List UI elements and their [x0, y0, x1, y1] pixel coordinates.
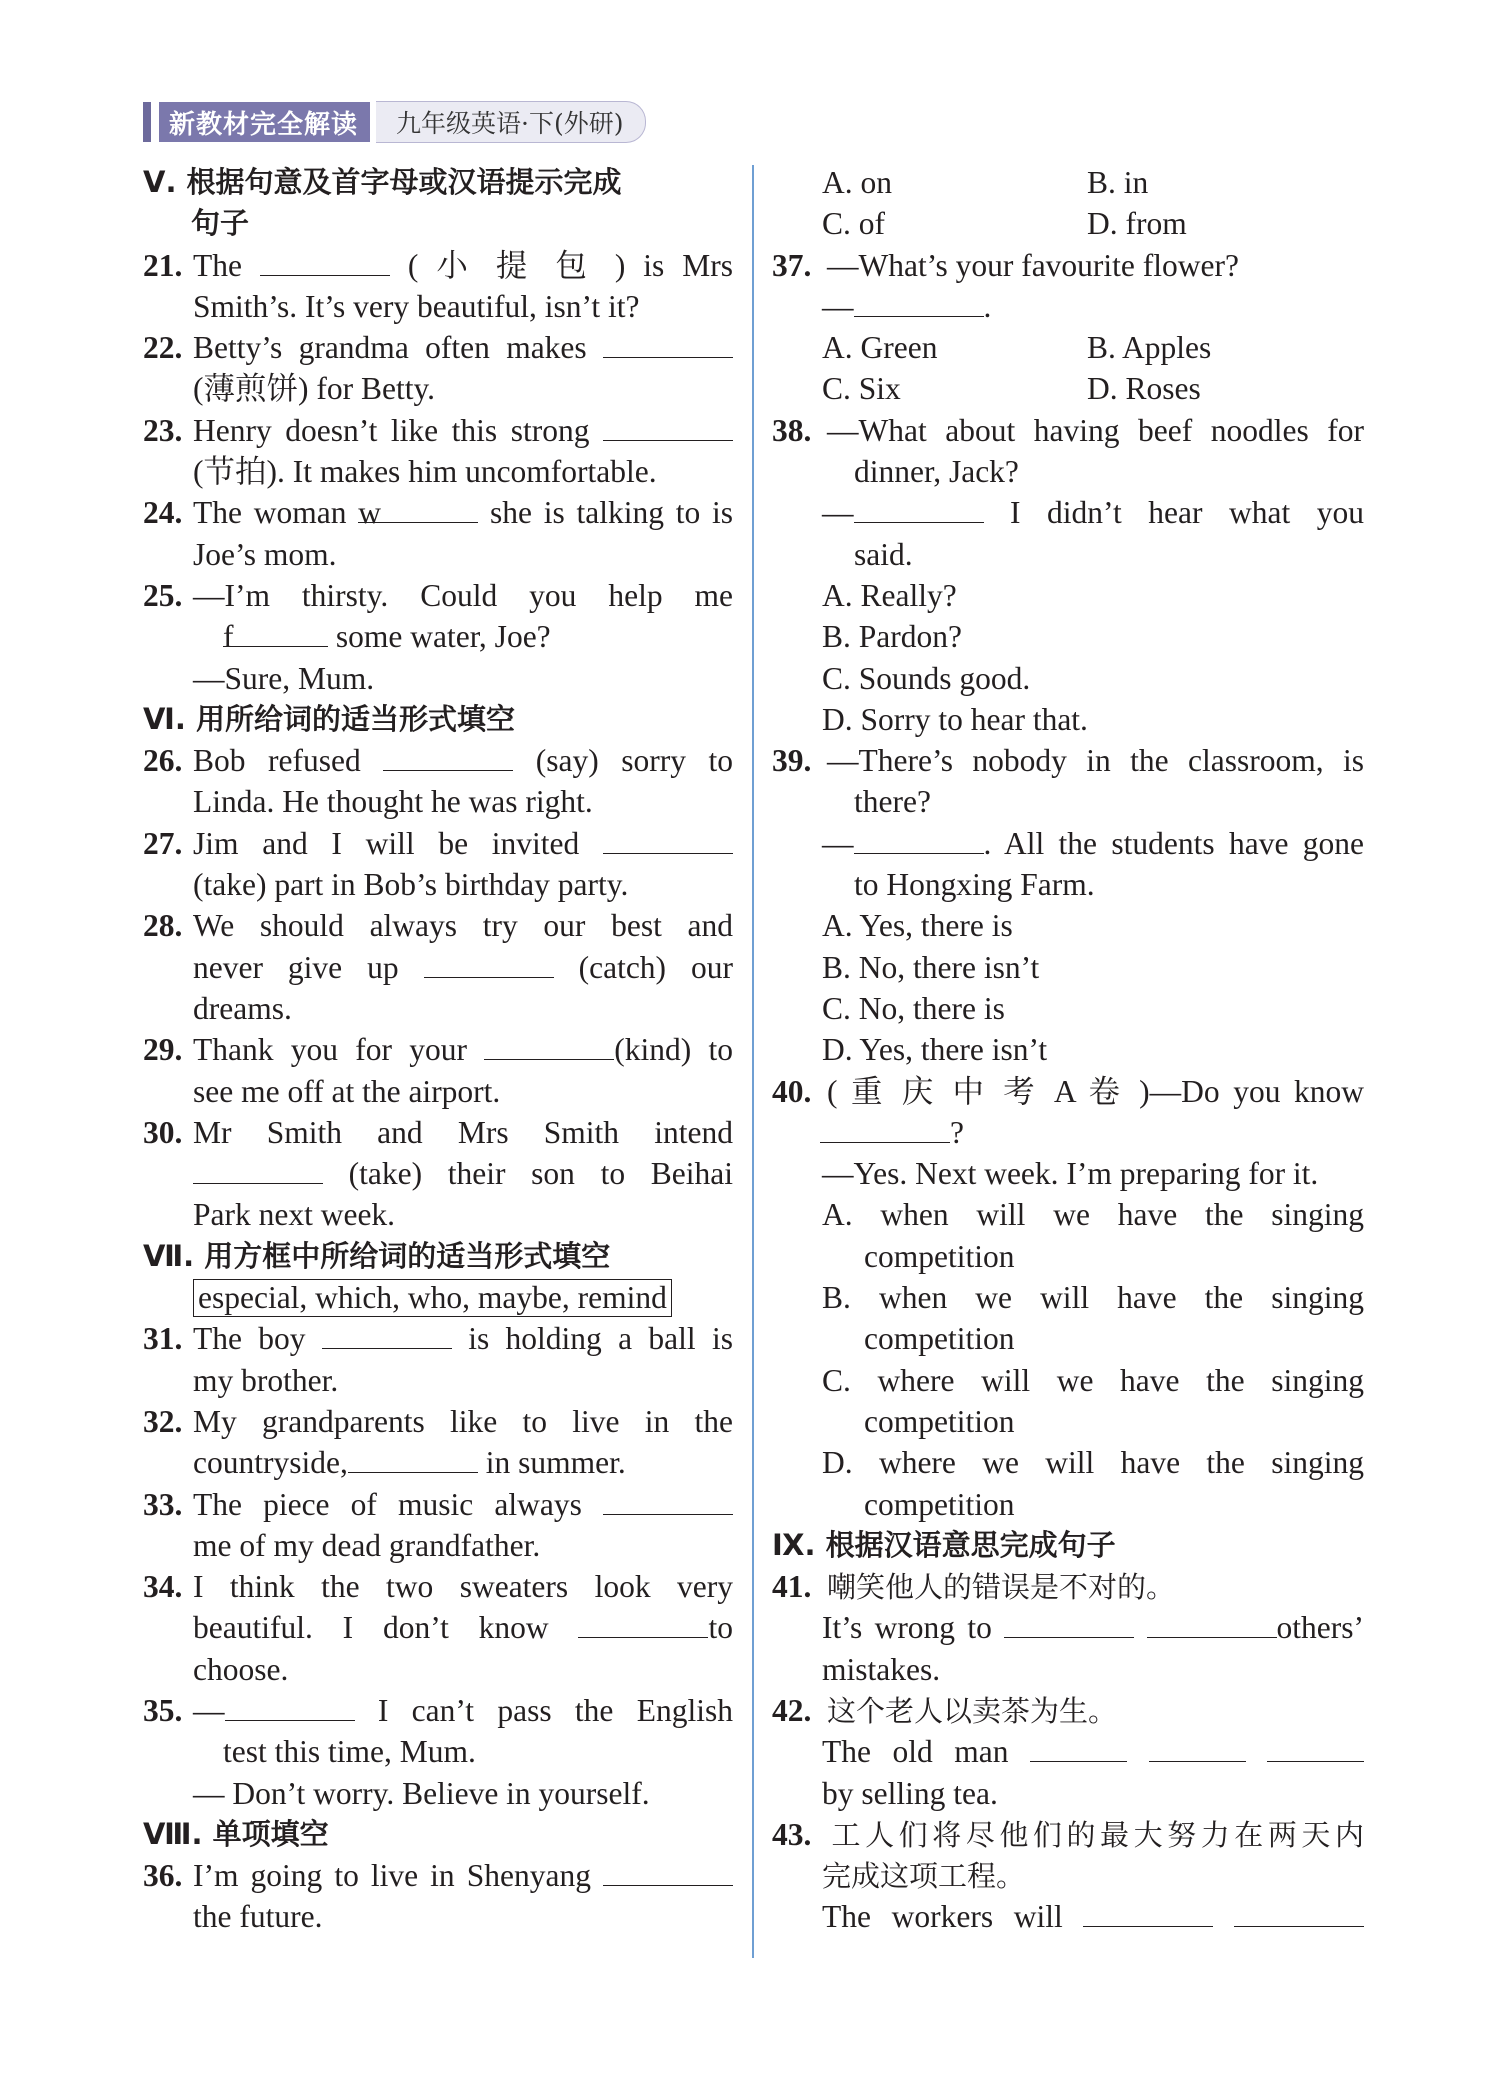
q40-line3: —Yes. Next week. I’m preparing for it.: [822, 1156, 1319, 1192]
answer-blank[interactable]: [322, 1318, 452, 1349]
section-5-title-cont: 句子: [191, 206, 250, 241]
q38-option-d[interactable]: D. Sorry to hear that.: [822, 701, 1088, 737]
q38-option-a[interactable]: A. Really?: [822, 577, 957, 613]
q40-line2: ?: [772, 1112, 1364, 1153]
answer-blank[interactable]: [820, 1112, 950, 1143]
q43-line1: 43. 工人们将尽他们的最大努力在两天内: [772, 1816, 1364, 1852]
header-accent-bar: [143, 102, 151, 142]
q35-line2: test this time, Mum.: [223, 1734, 476, 1770]
answer-blank[interactable]: [1083, 1896, 1213, 1927]
q23-line1: 23. Henry doesn’t like this strong: [143, 410, 733, 451]
option-d[interactable]: D. from: [1087, 206, 1187, 242]
section-7-wordbox-line: [143, 1277, 733, 1318]
answer-blank[interactable]: [484, 1029, 614, 1060]
q42-line1: 42. 这个老人以卖茶为生。: [772, 1692, 1118, 1728]
q35-line3: — Don’t worry. Believe in yourself.: [193, 1775, 650, 1811]
option-c[interactable]: C. Six: [822, 371, 901, 407]
q37-line1: 37. —What’s your favourite flower?: [772, 247, 1239, 283]
q37-options-row1: [772, 327, 1364, 368]
answer-blank[interactable]: w: [358, 492, 478, 523]
q43-line2: 完成这项工程。: [822, 1859, 1026, 1894]
q40-option-a-cont: competition: [864, 1238, 1015, 1274]
q38-option-c[interactable]: C. Sounds good.: [822, 660, 1031, 696]
q30-line1: 30. Mr Smith and Mrs Smith intend: [143, 1114, 733, 1150]
q34-line3: choose.: [193, 1651, 289, 1687]
q22-line2: (薄煎饼) for Betty.: [193, 371, 436, 407]
q29-line2: see me off at the airport.: [193, 1073, 501, 1109]
answer-blank[interactable]: [225, 1690, 355, 1721]
q42-line3: by selling tea.: [822, 1775, 998, 1811]
q24-line1: 24. The woman w she is talking to is: [143, 492, 733, 533]
q40-option-a[interactable]: A. when will we have the singing: [822, 1197, 1364, 1233]
q39-option-d[interactable]: D. Yes, there isn’t: [822, 1032, 1048, 1068]
q25-line3: —Sure, Mum.: [193, 660, 375, 696]
q23-line2: (节拍). It makes him uncomfortable.: [193, 454, 657, 490]
section-7-title: Ⅶ. 用方框中所给词的适当形式填空: [143, 1238, 611, 1273]
column-divider: [752, 165, 754, 1958]
q38-line4: said.: [854, 536, 913, 572]
q36-line2: the future.: [193, 1899, 323, 1935]
q38-line3: — I didn’t hear what you: [772, 492, 1364, 533]
answer-blank[interactable]: [603, 410, 733, 441]
q36-line1: 36. I’m going to live in Shenyang: [143, 1855, 733, 1896]
option-c[interactable]: C. of: [822, 206, 885, 242]
answer-blank[interactable]: [1004, 1607, 1134, 1638]
option-b[interactable]: B. in: [1087, 165, 1149, 200]
answer-blank[interactable]: [260, 245, 390, 276]
q34-line2: beautiful. I don’t know to: [143, 1607, 733, 1648]
q25-line2: f some water, Joe?: [143, 616, 733, 657]
q40-line1: 40. ( 重 庆 中 考 A 卷 )—Do you know: [772, 1073, 1364, 1109]
q31-line1: 31. The boy is holding a ball is: [143, 1318, 733, 1359]
q22-line1: 22. Betty’s grandma often makes: [143, 327, 733, 368]
left-column: [143, 162, 733, 1938]
q28-line1: 28. We should always try our best and: [143, 908, 733, 944]
q38-line1: 38. —What about having beef noodles for: [772, 412, 1364, 448]
answer-blank[interactable]: [603, 823, 733, 854]
q27-line1: 27. Jim and I will be invited: [143, 823, 733, 864]
q40-option-d-cont: competition: [864, 1486, 1015, 1522]
q39-line3: — . All the students have gone: [772, 823, 1364, 864]
answer-blank[interactable]: [603, 1484, 733, 1515]
answer-blank[interactable]: [1234, 1896, 1364, 1927]
q37-line2: — .: [772, 286, 1364, 327]
q37-options-row2: [772, 368, 1364, 409]
q40-option-d[interactable]: D. where we will have the singing: [822, 1445, 1364, 1481]
option-a[interactable]: A. Green: [822, 330, 938, 366]
q41-line3: mistakes.: [822, 1651, 941, 1687]
q27-line2: (take) part in Bob’s birthday party.: [193, 867, 629, 903]
q24-line2: Joe’s mom.: [193, 536, 337, 572]
q33-line2: me of my dead grandfather.: [193, 1527, 541, 1563]
q42-line2: The old man: [772, 1731, 1364, 1772]
q33-line1: 33. The piece of music always: [143, 1484, 733, 1525]
right-column: [772, 162, 1364, 1938]
answer-blank[interactable]: [854, 492, 984, 523]
q29-line1: 29. Thank you for your (kind) to: [143, 1029, 733, 1070]
answer-blank[interactable]: [193, 1153, 323, 1184]
q21-line1: 21. The ( 小 提 包 ) is Mrs: [143, 245, 733, 286]
option-a[interactable]: A. on: [822, 165, 892, 200]
q39-line2: there?: [854, 784, 931, 820]
q43-line3: The workers will: [772, 1896, 1364, 1937]
answer-blank[interactable]: f: [223, 616, 328, 647]
q32-line1: 32. My grandparents like to live in the: [143, 1403, 733, 1439]
section-8-title: Ⅷ. 单项填空: [143, 1816, 329, 1851]
q39-option-b[interactable]: B. No, there isn’t: [822, 949, 1040, 985]
section-6-title: Ⅵ. 用所给词的适当形式填空: [143, 701, 515, 736]
q25-line1: 25. —I’m thirsty. Could you help me: [143, 577, 733, 613]
answer-blank[interactable]: [578, 1607, 708, 1638]
q28-line3: dreams.: [193, 990, 292, 1026]
q21-line2: Smith’s. It’s very beautiful, isn’t it?: [193, 288, 640, 324]
header-subtitle: 九年级英语·下(外研): [376, 101, 646, 143]
answer-blank[interactable]: [603, 327, 733, 358]
word-box: especial, which, who, maybe, remind: [193, 1279, 672, 1317]
q40-option-c[interactable]: C. where will we have the singing: [822, 1362, 1364, 1398]
q31-line2: my brother.: [193, 1362, 339, 1398]
q40-option-c-cont: competition: [864, 1403, 1015, 1439]
answer-blank[interactable]: [854, 286, 984, 317]
page-header: [143, 100, 646, 144]
q39-line4: to Hongxing Farm.: [854, 867, 1095, 903]
q26-line2: Linda. He thought he was right.: [193, 784, 593, 820]
answer-blank[interactable]: [1149, 1731, 1246, 1762]
q28-line2: never give up (catch) our: [143, 947, 733, 988]
q40-option-b-cont: competition: [864, 1321, 1015, 1357]
answer-blank[interactable]: [1147, 1607, 1277, 1638]
option-d[interactable]: D. Roses: [1087, 371, 1201, 407]
answer-blank[interactable]: [1030, 1731, 1127, 1762]
q41-line1: 41. 嘲笑他人的错误是不对的。: [772, 1569, 1176, 1605]
q35-line1: 35. — I can’t pass the English: [143, 1690, 733, 1731]
q41-line2: It’s wrong to others’: [772, 1607, 1364, 1648]
section-9-title: Ⅸ. 根据汉语意思完成句子: [772, 1527, 1116, 1562]
header-brand: 新教材完全解读: [159, 102, 370, 142]
answer-blank[interactable]: [424, 947, 554, 978]
q26-line1: 26. Bob refused (say) sorry to: [143, 740, 733, 781]
answer-blank[interactable]: [348, 1442, 478, 1473]
q30-line3: Park next week.: [193, 1197, 396, 1233]
q36-options-row1: [772, 162, 1364, 203]
q39-option-a[interactable]: A. Yes, there is: [822, 908, 1013, 944]
q32-line2: countryside, in summer.: [143, 1442, 733, 1483]
answer-blank[interactable]: [603, 1855, 733, 1886]
q38-option-b[interactable]: B. Pardon?: [822, 619, 962, 655]
q30-line2: (take) their son to Beihai: [143, 1153, 733, 1194]
q40-option-b[interactable]: B. when we will have the singing: [822, 1280, 1364, 1316]
q39-line1: 39. —There’s nobody in the classroom, is: [772, 743, 1364, 779]
answer-blank[interactable]: [854, 823, 984, 854]
section-5-title: Ⅴ. 根据句意及首字母或汉语提示完成: [143, 165, 622, 199]
option-b[interactable]: B. Apples: [1087, 330, 1212, 366]
q39-option-c[interactable]: C. No, there is: [822, 990, 1005, 1026]
q38-line2: dinner, Jack?: [854, 454, 1019, 490]
q36-options-row2: [772, 203, 1364, 244]
answer-blank[interactable]: [383, 740, 513, 771]
answer-blank[interactable]: [1267, 1731, 1364, 1762]
q34-line1: 34. I think the two sweaters look very: [143, 1569, 733, 1605]
